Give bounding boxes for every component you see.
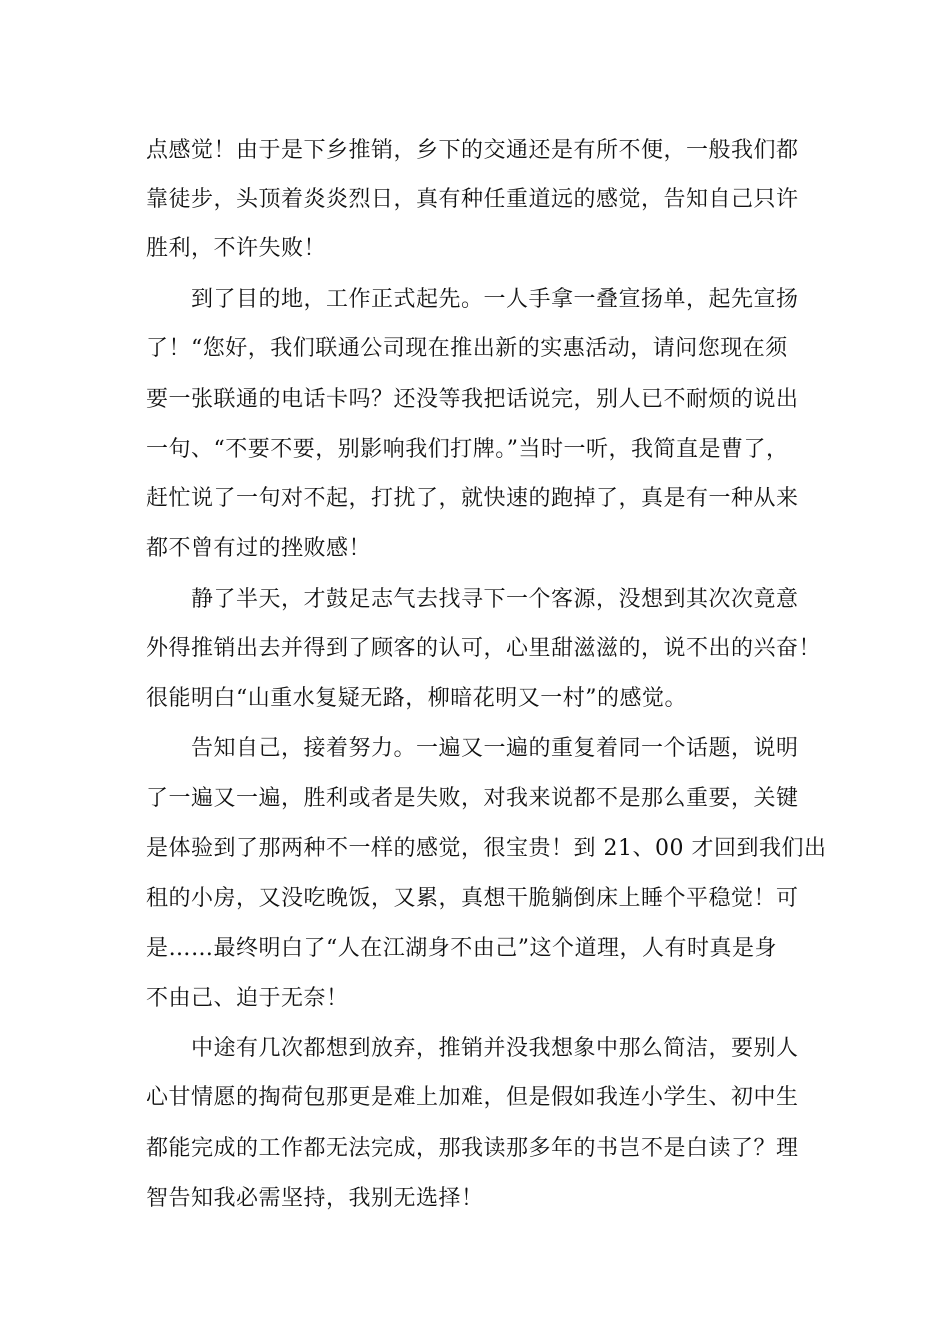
text-line: 胜利，不许失败！ bbox=[146, 236, 327, 261]
text-line: 到了目的地，工作正式起先。一人手拿一叠宣扬单，起先宣扬 bbox=[146, 287, 799, 312]
text-line: 赶忙说了一句对不起，打扰了，就快速的跑掉了，真是有一种从来 bbox=[146, 486, 799, 511]
text-line: 智告知我必需坚持，我别无选择！ bbox=[146, 1186, 484, 1211]
text-line: 点感觉！由于是下乡推销，乡下的交通还是有所不便，一般我们都 bbox=[146, 138, 799, 163]
text-line: 了！“您好，我们联通公司现在推出新的实惠活动，请问您现在须 bbox=[146, 336, 788, 361]
text-line: 心甘情愿的掏荷包那更是难上加难，但是假如我连小学生、初中生 bbox=[146, 1085, 799, 1110]
text-line: 都不曾有过的挫败感！ bbox=[146, 536, 372, 561]
text-line: 告知自己，接着努力。一遍又一遍的重复着同一个话题，说明 bbox=[146, 736, 799, 761]
text-line: 靠徒步，头顶着炎炎烈日，真有种任重道远的感觉，告知自己只许 bbox=[146, 187, 799, 212]
text-line: 静了半天，才鼓足志气去找寻下一个客源，没想到其次次竟意 bbox=[146, 587, 799, 612]
text-line: 外得推销出去并得到了顾客的认可，心里甜滋滋的，说不出的兴奋！ bbox=[146, 636, 822, 661]
text-line: 都能完成的工作都无法完成，那我读那多年的书岂不是白读了？理 bbox=[146, 1136, 799, 1161]
text-line: 很能明白“山重水复疑无路，柳暗花明又一村”的感觉。 bbox=[146, 686, 687, 711]
text-line: 是……最终明白了“人在江湖身不由己”这个道理，人有时真是身 bbox=[146, 936, 777, 961]
text-line: 不由己、迫于无奈！ bbox=[146, 986, 349, 1011]
text-line: 是体验到了那两种不一样的感觉，很宝贵！到 21、00 才回到我们出 bbox=[146, 836, 827, 861]
text-line: 了一遍又一遍，胜利或者是失败，对我来说都不是那么重要，关键 bbox=[146, 786, 799, 811]
text-line: 中途有几次都想到放弃，推销并没我想象中那么简洁，要别人 bbox=[146, 1036, 799, 1061]
text-line: 租的小房，又没吃晚饭，又累，真想干脆躺倒床上睡个平稳觉！可 bbox=[146, 886, 799, 911]
text-line: 要一张联通的电话卡吗？还没等我把话说完，别人已不耐烦的说出 bbox=[146, 387, 799, 412]
text-line: 一句、“不要不要，别影响我们打牌。”当时一听，我简直是曹了， bbox=[146, 437, 789, 462]
